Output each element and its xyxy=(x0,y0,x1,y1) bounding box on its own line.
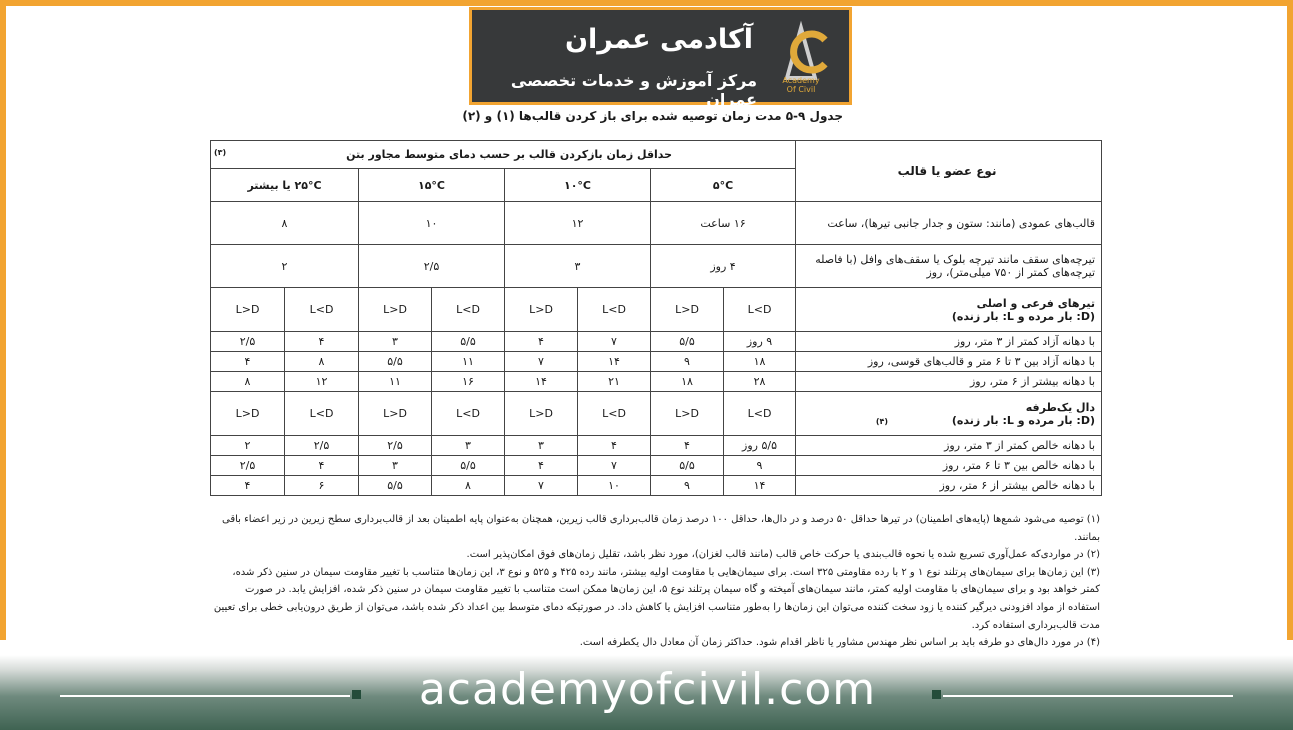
row-vertical-label: قالب‌های عمودی (مانند: ستون و جدار جانبی تیرها)، ساعت xyxy=(796,202,1102,245)
footer-line-right xyxy=(943,695,1233,697)
note-2: (۲) در مواردی‌که عمل‌آوری تسریع شده یا نحوه قالب‌بندی یا حرکت خاص قالب (مانند قالب لغزان)، مورد نظر باشد، تقلیل زمان‌های فوق امکان‌پذیر است. xyxy=(466,549,1100,561)
row-slab-10: ۳ xyxy=(505,245,651,288)
row-slab-5: ۴ روز xyxy=(651,245,796,288)
header-member: نوع عضو یا قالب xyxy=(796,141,1102,202)
table-row: با دهانه خالص بیشتر از ۶ متر، روز ۱۴ ۹ ۱۰ ۷ ۸ ۵/۵ ۶ ۴ xyxy=(211,476,1102,496)
ld-cell: L>D xyxy=(359,392,432,436)
header-min-time: حداقل زمان بازکردن قالب بر حسب دمای متوسط مجاور بتن (۳) xyxy=(211,141,796,169)
temp-10: ۱۰°C xyxy=(505,169,651,202)
oneway-header: دال یک‌طرفه (D: بار مرده و L: بار زنده) (۴) xyxy=(796,392,1102,436)
temp-25: ۲۵°C یا بیشتر xyxy=(211,169,359,202)
frame-top xyxy=(0,0,1293,6)
ld-cell: L>D xyxy=(211,288,285,332)
table-row: با دهانه بیشتر از ۶ متر، روز ۲۸ ۱۸ ۲۱ ۱۴ ۱۶ ۱۱ ۱۲ ۸ xyxy=(211,372,1102,392)
row-vertical-5: ۱۶ ساعت xyxy=(651,202,796,245)
banner-title: آکادمی عمران xyxy=(564,24,753,55)
ld-cell: L<D xyxy=(724,288,796,332)
frame-right xyxy=(1287,0,1293,640)
logo-text: Academy Of Civil xyxy=(782,76,820,94)
ld-cell: L<D xyxy=(578,392,651,436)
table-row: با دهانه آزاد بین ۳ تا ۶ متر و قالب‌های قوسی، روز ۱۸ ۹ ۱۴ ۷ ۱۱ ۵/۵ ۸ ۴ xyxy=(211,352,1102,372)
formwork-table xyxy=(210,140,1101,496)
table-notes xyxy=(212,511,1100,652)
table-row: با دهانه خالص بین ۳ تا ۶ متر، روز ۹ ۵/۵ ۷ ۴ ۵/۵ ۳ ۴ ۲/۵ xyxy=(211,456,1102,476)
table-caption: جدول ۹-۵ مدت زمان توصیه شده برای باز کردن قالب‌ها (۱) و (۲) xyxy=(462,109,843,123)
ld-cell: L<D xyxy=(285,392,359,436)
ld-cell: L<D xyxy=(724,392,796,436)
row-vertical-25: ۸ xyxy=(211,202,359,245)
table-row: با دهانه خالص کمتر از ۳ متر، روز ۵/۵ روز ۴ ۴ ۳ ۳ ۲/۵ ۲/۵ ۲ xyxy=(211,436,1102,456)
note-4: (۴) در مورد دال‌های دو طرفه باید بر اساس نظر مهندس مشاور یا ناظر اقدام شود. حداکثر زمان آن معادل دال یکطرفه است. xyxy=(579,637,1100,649)
header-note: (۳) xyxy=(214,148,227,157)
ld-cell: L>D xyxy=(505,288,578,332)
row-slab-label: تیرچه‌های سقف مانند تیرچه بلوک یا سقف‌های وافل (با فاصله تیرچه‌های کمتر از ۷۵۰ میلی‌متر)، روز xyxy=(796,245,1102,288)
banner-subtitle: مرکز آموزش و خدمات تخصصی عمران xyxy=(510,71,757,109)
ld-cell: L>D xyxy=(211,392,285,436)
ld-cell: L>D xyxy=(505,392,578,436)
brand-banner xyxy=(469,7,852,109)
ld-cell: L<D xyxy=(285,288,359,332)
temp-15: ۱۵°C xyxy=(359,169,505,202)
table-row: با دهانه آزاد کمتر از ۳ متر، روز ۹ روز ۵/۵ ۷ ۴ ۵/۵ ۳ ۴ ۲/۵ xyxy=(211,332,1102,352)
beams-header: تیرهای فرعی و اصلی (D: بار مرده و L: بار زنده) xyxy=(796,288,1102,332)
footer-line-left xyxy=(60,695,350,697)
note-3: (۳) این زمان‌ها برای سیمان‌های پرتلند نوع ۱ و ۲ با رده مقاومتی ۳۲۵ است. برای سیمان‌هایی با مقاومت اولیه بیشتر، مانند رده ۴۲۵ و ۵۲۵ و نوع ۳، این زمان‌ها متناسب با تغییر مقاومت سیمان در سنین ذکر شده، کمتر خواهد بود و برای سیمان‌های با مقاومت اولیه کمتر، مانند سیمان‌های آمیخته و گاه سیمان پرتلند نوع ۵، این زمان‌ها ممکن است متناسب با تغییر مقاومت سیمان در سنین ذکر شده، افزایش یابد. در صورت استفاده از مواد افزودنی دیرگیر کننده یا زود سخت کننده می‌توان این زمان‌ها را به‌طور متناسب افزایش یا کاهش داد. در صورتیکه دمای متوسط بین اعداد ذکر شده باشد، می‌توان از طریق درون‌یابی خطی برای تعیین مدت قالب‌برداری استفاده کرد. xyxy=(213,566,1100,631)
note-1: (۱) توصیه می‌شود شمع‌ها (پایه‌های اطمینان) در تیرها حداقل ۵۰ درصد و در دال‌ها، حداقل ۱۰۰ درصد زمان قالب‌برداری قالب زیرین، همچنان به‌عنوان پایه اطمینان بعد از قالب‌برداری سطح زیرین در زیر اعضاء باقی بمانند. xyxy=(221,514,1100,543)
row-vertical-10: ۱۲ xyxy=(505,202,651,245)
ld-cell: L>D xyxy=(359,288,432,332)
temp-5: ۵°C xyxy=(651,169,796,202)
footer-square-right xyxy=(932,690,941,699)
row-vertical-15: ۱۰ xyxy=(359,202,505,245)
ld-cell: L>D xyxy=(651,288,724,332)
ld-cell: L<D xyxy=(432,392,505,436)
ld-cell: L<D xyxy=(432,288,505,332)
ld-cell: L>D xyxy=(651,392,724,436)
row-slab-25: ۲ xyxy=(211,245,359,288)
frame-left xyxy=(0,0,6,640)
footer-url[interactable]: academyofcivil.com xyxy=(418,664,877,715)
row-slab-15: ۲/۵ xyxy=(359,245,505,288)
ld-cell: L<D xyxy=(578,288,651,332)
